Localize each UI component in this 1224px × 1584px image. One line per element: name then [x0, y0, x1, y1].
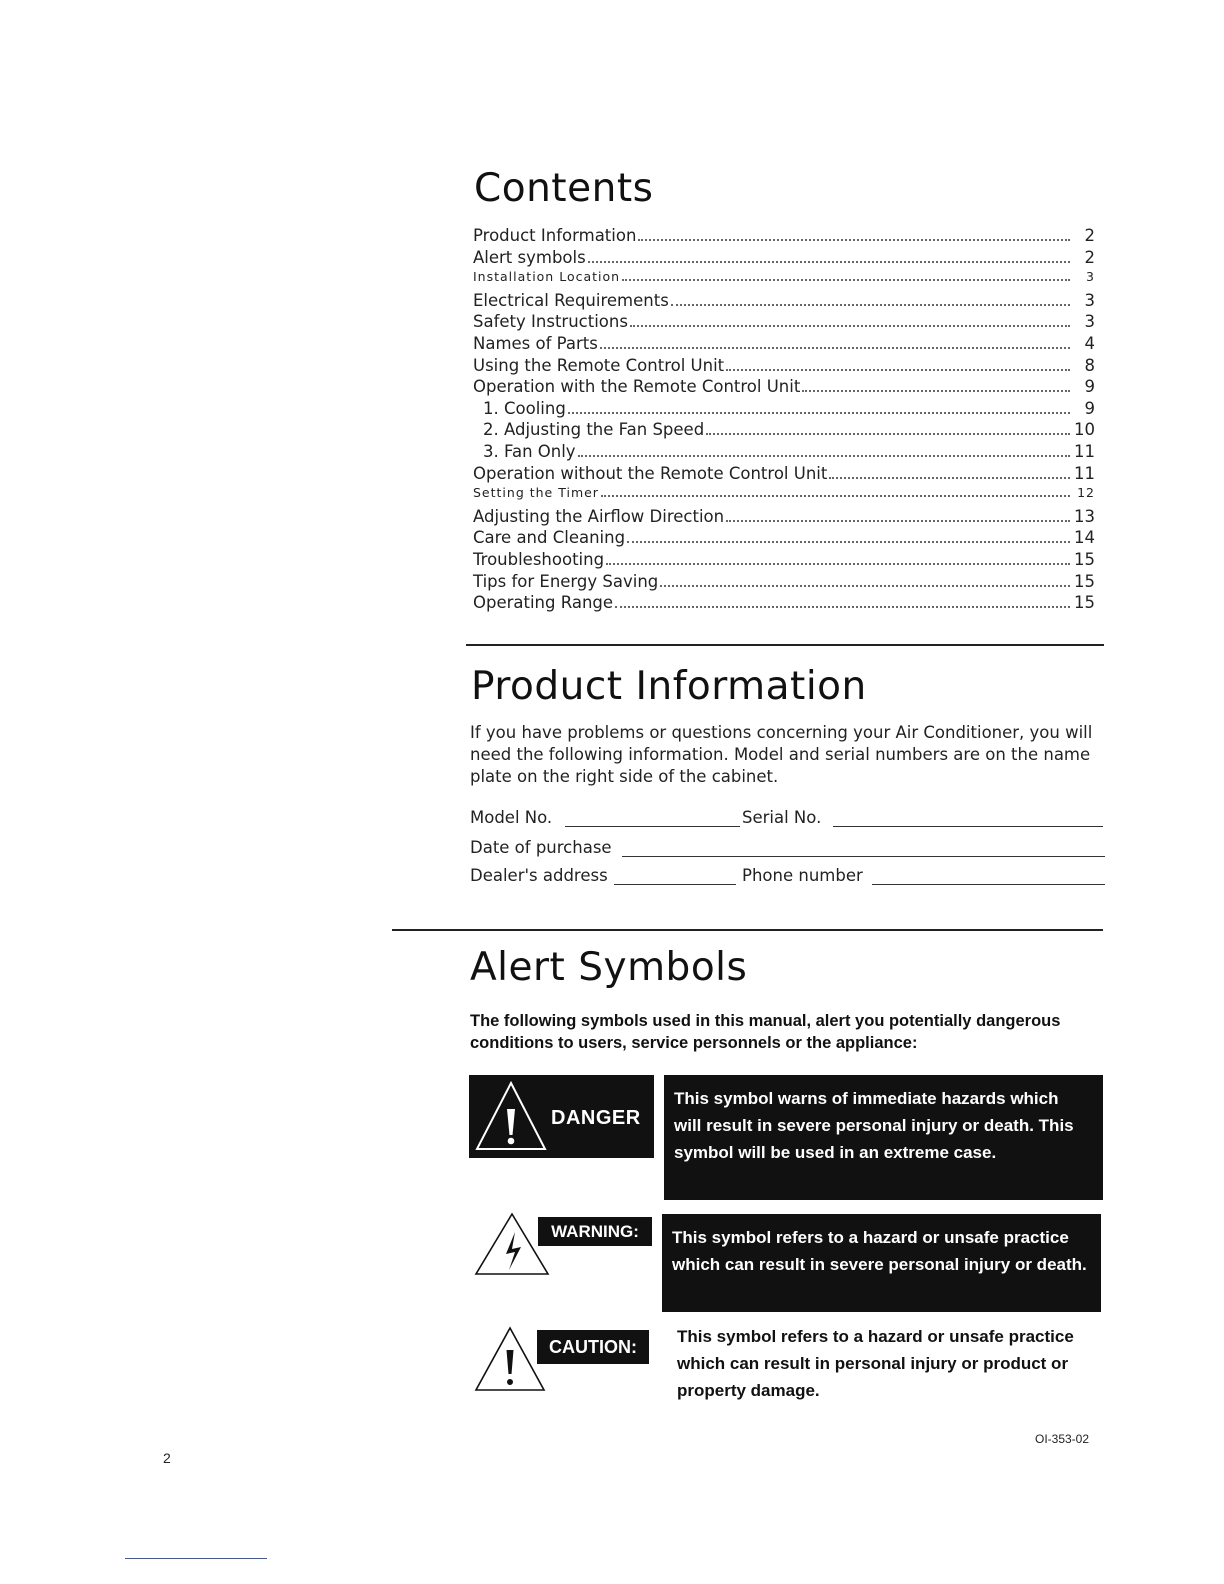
toc-entry [473, 485, 1095, 507]
toc-label: 1. Cooling [483, 398, 566, 418]
toc-page: 11 [1074, 441, 1095, 461]
date-of-purchase-label: Date of purchase [470, 838, 612, 857]
danger-symbol [469, 1075, 654, 1158]
toc-entry [473, 442, 1095, 464]
toc-entry [473, 312, 1095, 334]
table-of-contents [473, 226, 1095, 615]
toc-entry [473, 528, 1095, 550]
caution-label: CAUTION: [537, 1330, 649, 1364]
product-info-title: Product Information [471, 664, 867, 709]
toc-label: Alert symbols [473, 247, 586, 267]
product-info-paragraph: If you have problems or questions concerning your Air Conditioner, you will need the following information. Model and serial numbers are on the name plate on the right side of the cabinet. [470, 723, 1093, 786]
toc-entry [473, 269, 1095, 291]
toc-page: 11 [1074, 463, 1095, 483]
caution-description: This symbol refers to a hazard or unsafe practice which can result in personal injury or product or property damage. [677, 1327, 1074, 1400]
toc-entry [473, 399, 1095, 421]
toc-label: Using the Remote Control Unit [473, 355, 725, 375]
toc-page: 4 [1084, 333, 1095, 353]
date-of-purchase-blank [622, 856, 1105, 857]
toc-label: Operating Range [473, 593, 614, 613]
toc-label: Setting the Timer [473, 485, 599, 501]
contents-title: Contents [474, 166, 654, 211]
toc-label: Safety Instructions [473, 312, 628, 332]
toc-page: 3 [1084, 312, 1095, 332]
toc-label: Operation without the Remote Control Unit [473, 463, 828, 483]
dealer-address-label: Dealer's address [470, 866, 608, 885]
toc-entry [473, 377, 1095, 399]
model-number-blank [565, 826, 740, 827]
toc-entry [473, 464, 1095, 486]
toc-label: Troubleshooting [473, 549, 605, 569]
toc-label: 3. Fan Only [483, 441, 576, 461]
toc-label: Electrical Requirements [473, 290, 669, 310]
toc-page: 2 [1084, 226, 1095, 245]
toc-page: 13 [1074, 506, 1095, 526]
warning-label: WARNING: [538, 1217, 652, 1246]
toc-entry [473, 507, 1095, 529]
toc-entry [473, 356, 1095, 378]
toc-label: Installation Location [473, 269, 621, 285]
toc-page: 12 [1077, 485, 1095, 501]
toc-page: 3 [1086, 269, 1095, 285]
alert-symbols-title: Alert Symbols [470, 945, 748, 990]
document-id: OI-353-02 [1035, 1432, 1090, 1446]
footer-rule [125, 1558, 267, 1559]
toc-page: 15 [1074, 571, 1095, 591]
toc-entry [473, 420, 1095, 442]
toc-entry [473, 334, 1095, 356]
page-number: 2 [163, 1450, 171, 1466]
toc-page: 2 [1084, 247, 1095, 267]
phone-number-label: Phone number [742, 866, 863, 885]
toc-entry [473, 593, 1095, 615]
toc-page: 14 [1074, 528, 1095, 548]
toc-entry [473, 550, 1095, 572]
section-divider [466, 644, 1104, 646]
toc-page: 3 [1084, 290, 1095, 310]
toc-label: Names of Parts [473, 333, 598, 353]
serial-number-blank [833, 826, 1103, 827]
toc-page: 10 [1074, 420, 1095, 440]
toc-page: 9 [1084, 398, 1095, 418]
toc-page: 8 [1084, 355, 1095, 375]
alert-symbols-intro: The following symbols used in this manual, alert you potentially dangerous conditions to users, service personnels or the appliance: [470, 1012, 1061, 1052]
toc-entry [473, 572, 1095, 594]
danger-warning-triangle-icon [469, 1075, 549, 1158]
toc-label: 2. Adjusting the Fan Speed [483, 420, 705, 440]
toc-entry [473, 226, 1095, 248]
toc-label: Adjusting the Airflow Direction [473, 506, 725, 526]
toc-entry [473, 291, 1095, 313]
toc-label: Care and Cleaning [473, 528, 626, 548]
danger-label: DANGER [551, 1107, 641, 1129]
toc-page: 15 [1074, 549, 1095, 569]
toc-label: Tips for Energy Saving [473, 571, 659, 591]
phone-number-blank [872, 884, 1105, 885]
toc-label: Product Information [473, 226, 637, 245]
serial-number-label: Serial No. [742, 808, 822, 827]
toc-page: 9 [1084, 377, 1095, 397]
toc-entry [473, 248, 1095, 270]
warning-description: This symbol refers to a hazard or unsafe practice which can result in severe personal injury or death. [662, 1214, 1101, 1312]
toc-page: 15 [1074, 593, 1095, 613]
dealer-address-blank [614, 884, 736, 885]
toc-label: Operation with the Remote Control Unit [473, 377, 801, 397]
danger-description: This symbol warns of immediate hazards which will result in severe personal injury or death. This symbol will be used in an extreme case. [664, 1075, 1103, 1200]
section-divider [392, 929, 1103, 931]
model-number-label: Model No. [470, 808, 553, 827]
